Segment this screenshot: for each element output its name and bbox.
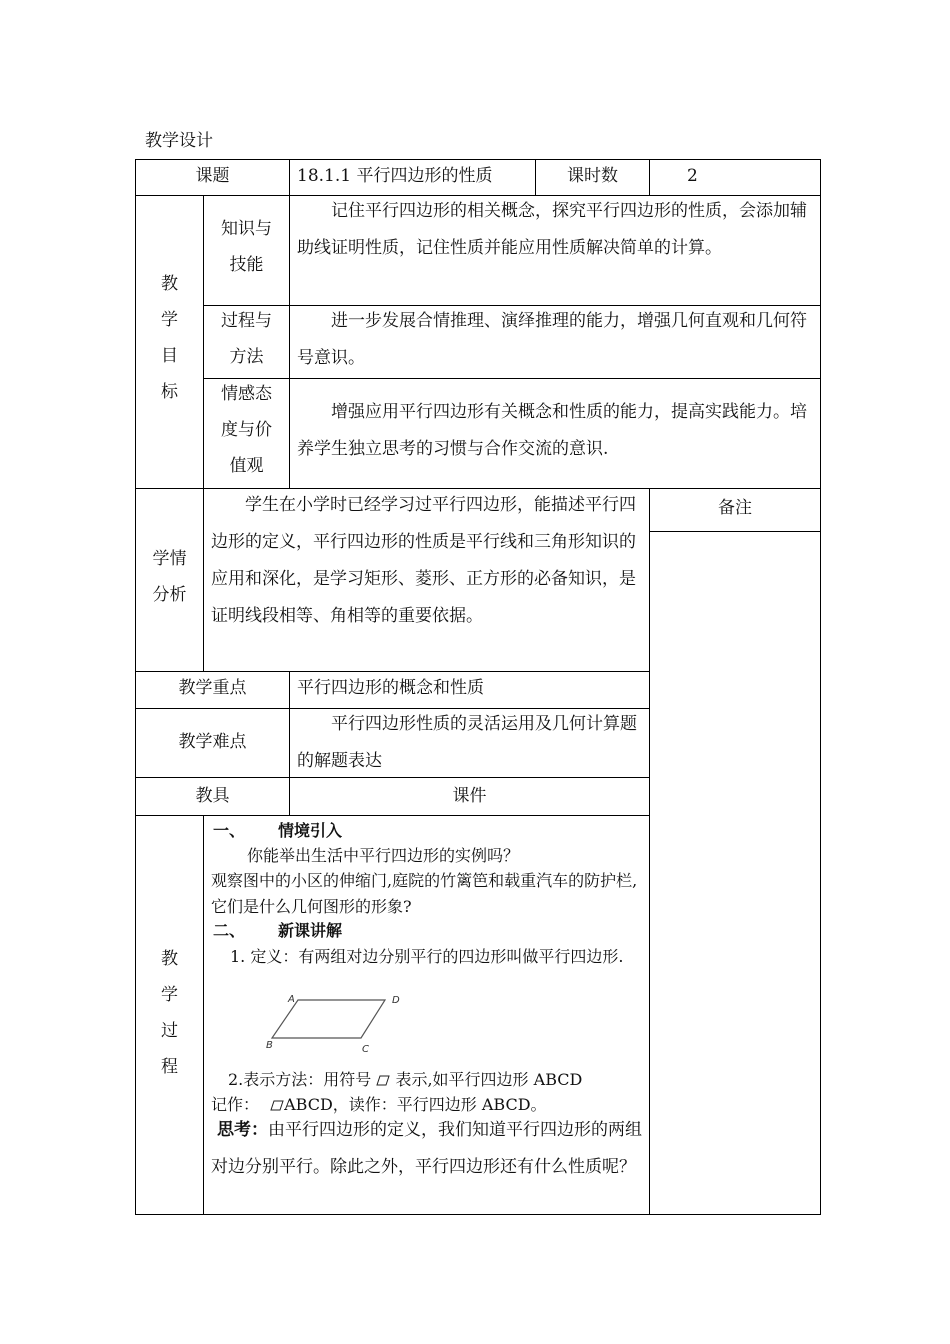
think-text: 由平行四边形的定义，我们知道平行四边形的两组对边分别平行。除此之外，平行四边形还有什么性质呢？ [211, 1120, 642, 1177]
vertex-b-label: B [266, 1040, 273, 1051]
process-method-label: 过程与 方法 [221, 311, 272, 367]
vertex-a-label: A [288, 994, 295, 1005]
tools-label: 教具 [195, 786, 230, 806]
knowledge-text: 记住平行四边形的相关概念，探究平行四边形的性质，会添加辅助线证明性质，记住性质并能应用性质解决简单的计算。 [297, 201, 807, 258]
topic-value: 18.1.1 平行四边形的性质 [297, 166, 493, 186]
notation-line1 [228, 1067, 648, 1093]
key-point-text: 平行四边形的概念和性质 [297, 678, 484, 698]
emotion-label: 情感态 度与价 值观 [221, 384, 272, 476]
parallelogram-shape [272, 1000, 385, 1038]
remarks-label: 备注 [718, 498, 752, 518]
observe-question: 观察图中的小区的伸缩门,庭院的竹篱笆和载重汽车的防护栏,它们是什么几何图形的形象? [211, 871, 638, 916]
vertex-c-label: C [362, 1044, 369, 1055]
section1-title: 情境引入 [278, 821, 343, 840]
section2-title: 新课讲解 [278, 921, 343, 940]
notation-line2-suffix: ABCD，读作：平行四边形 ABCD。 [284, 1095, 547, 1114]
objectives-label: 教 学 目 标 [161, 274, 178, 402]
hours-label: 课时数 [567, 166, 618, 186]
think-paragraph [211, 1112, 645, 1186]
parallelogram-symbol-icon [270, 1100, 284, 1111]
document-title: 教学设计 [145, 131, 213, 151]
parallelogram-figure [258, 990, 408, 1058]
analysis-text: 学生在小学时已经学习过平行四边形，能描述平行四边形的定义，平行四边形的性质是平行线和三角形知识的应用和深化，是学习矩形、菱形、正方形的必备知识，是证明线段相等、角相等的重要依据。 [211, 495, 636, 626]
topic-label: 课题 [195, 166, 230, 186]
section1-number: 一、 [213, 821, 246, 840]
difficulty-text: 平行四边形性质的灵活运用及几何计算题的解题表达 [297, 714, 637, 771]
notation-suffix: 表示,如平行四边形 ABCD [395, 1070, 583, 1089]
vertex-d-label: D [392, 995, 400, 1006]
key-point-label: 教学重点 [178, 678, 247, 698]
section2-number: 二、 [213, 921, 246, 940]
definition-text: 1. 定义：有两组对边分别平行的四边形叫做平行四边形. [230, 947, 624, 966]
tools-text: 课件 [452, 786, 487, 806]
knowledge-label: 知识与 技能 [221, 219, 272, 275]
notation-prefix: 2.表示方法：用符号 [228, 1070, 372, 1089]
difficulty-label: 教学难点 [178, 732, 247, 752]
hours-value: 2 [687, 166, 698, 186]
intro-question: 你能举出生活中平行四边形的实例吗？ [247, 846, 520, 865]
process-method-text: 进一步发展合情推理、演绎推理的能力，增强几何直观和几何符号意识。 [297, 311, 807, 368]
teaching-process-label: 教 学 过 程 [161, 949, 178, 1077]
notation-line2-prefix: 记作： [211, 1095, 260, 1114]
emotion-text: 增强应用平行四边形有关概念和性质的能力，提高实践能力。培养学生独立思考的习惯与合作交流的意识. [297, 402, 807, 459]
think-label: 思考： [217, 1120, 268, 1140]
parallelogram-symbol-icon [376, 1075, 390, 1086]
analysis-label: 学情 分析 [152, 549, 187, 605]
